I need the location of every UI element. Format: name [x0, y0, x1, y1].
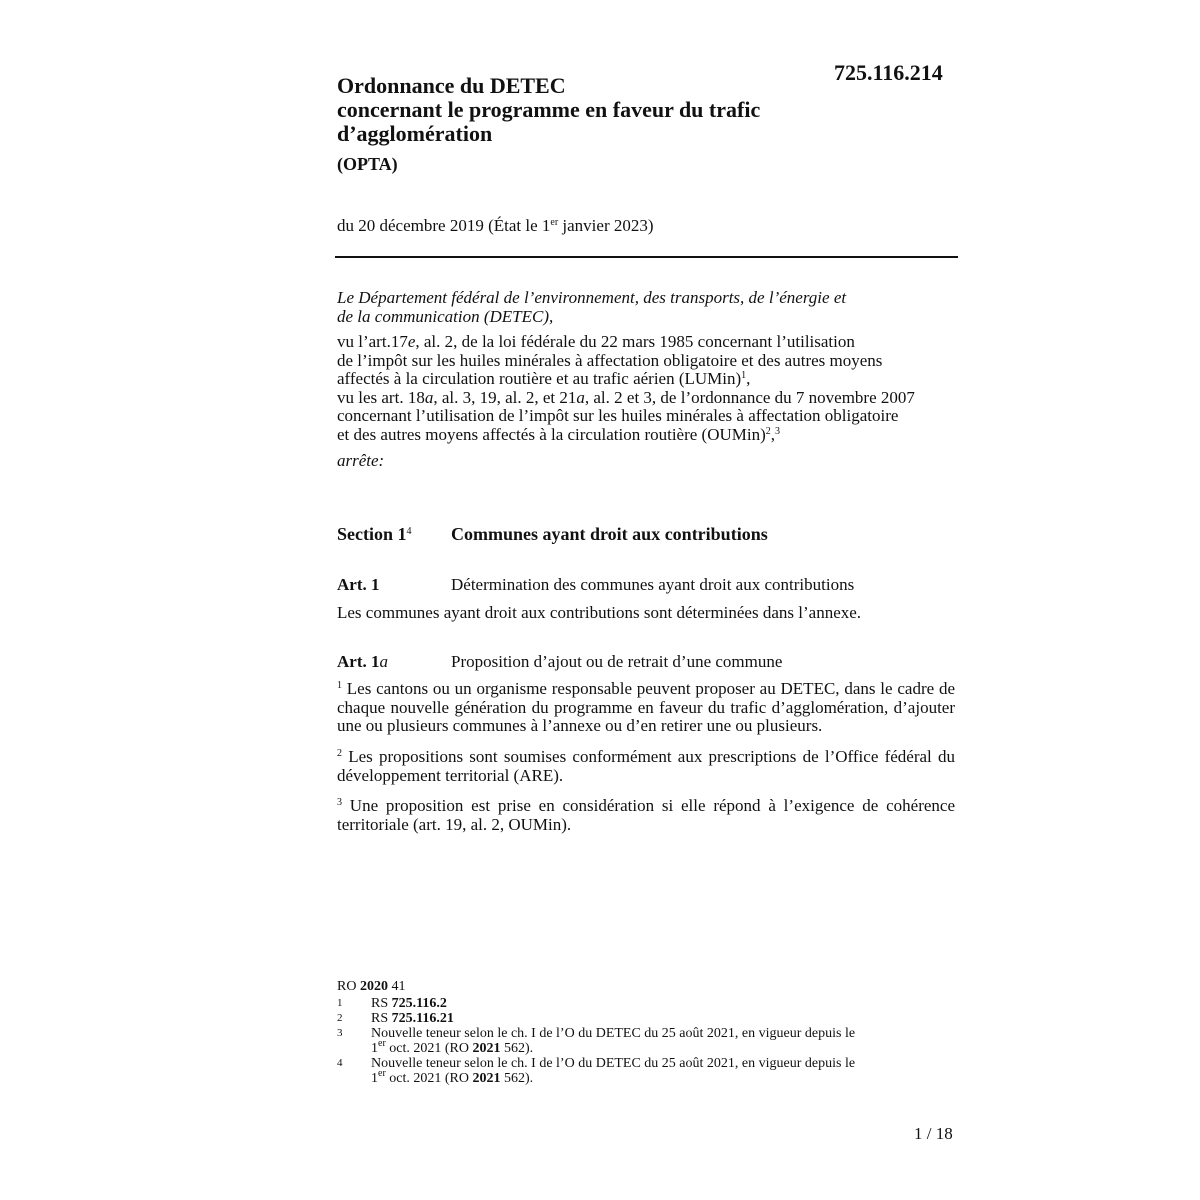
footnote-ref-3[interactable]: 3 — [775, 425, 781, 437]
footnote-ref-1[interactable]: 1 — [741, 370, 747, 381]
art-1a-label-italic: a — [379, 652, 388, 671]
vu1-text-b: , al. 2, de la loi fédérale du 22 mars 1985 concernant l’utilisation — [415, 332, 855, 351]
vu1-line-2: de l’impôt sur les huiles minérales à affectation obligatoire et des autres moyens — [337, 350, 883, 370]
fn3-line-1: Nouvelle teneur selon le ch. I de l’O du DETEC du 25 août 2021, en vigueur depuis le — [371, 1026, 856, 1041]
vu1-text-a: vu l’art.17 — [337, 332, 408, 351]
footnote-number: 4 — [337, 1057, 343, 1069]
ro-post: 41 — [387, 979, 406, 994]
section-label-text: Section 1 — [337, 524, 407, 544]
art-1-title: Détermination des communes ayant droit aux contributions — [451, 575, 855, 594]
intro-line-2: de la communication (DETEC), — [337, 306, 554, 326]
footnote-4 — [337, 1056, 937, 1086]
document-title — [337, 74, 760, 176]
fn4-bold[interactable]: 2021 — [472, 1071, 501, 1086]
paragraph-text: Les cantons ou un organisme responsable peuvent proposer au DETEC, dans le cadre de chaque nouvelle génération du programme en faveur du trafic d’agglomération, d’ajouter une ou plusieurs communes à l’annexe ou d’en retirer une ou plusieurs. — [337, 679, 955, 735]
preamble-intro — [337, 289, 957, 326]
fn3-l2-mid: oct. 2021 (RO — [385, 1041, 473, 1056]
art-1a-title: Proposition d’ajout ou de retrait d’une commune — [451, 652, 783, 671]
ro-reference — [337, 979, 937, 994]
fn3-l2-pre: 1 — [371, 1041, 378, 1056]
section-1-heading — [337, 524, 768, 545]
art-1a-paragraph-3 — [337, 797, 955, 834]
art-1-heading — [337, 575, 854, 595]
fn3-bold[interactable]: 2021 — [472, 1041, 501, 1056]
paragraph-number: 1 — [337, 680, 342, 691]
art-1a-label-text: Art. 1 — [337, 652, 380, 671]
title-divider — [335, 256, 958, 258]
footnote-text — [371, 1056, 855, 1086]
preamble — [337, 289, 957, 471]
vu2-italic-2: a — [576, 387, 585, 407]
title-line-3: d’agglomération — [337, 121, 493, 146]
intro-line-1: Le Département fédéral de l’environnement, des transports, de l’énergie et — [337, 288, 847, 307]
footnote-number: 2 — [337, 1012, 343, 1024]
paragraph-number: 3 — [337, 797, 342, 808]
footnote-2 — [337, 1011, 937, 1026]
vu2-line-2: concernant l’utilisation de l’impôt sur les huiles minérales à affectation obligatoire — [337, 406, 899, 425]
footnote-number: 3 — [337, 1027, 343, 1039]
footnote-3 — [337, 1026, 937, 1056]
fn4-l2-pre: 1 — [371, 1071, 378, 1086]
fn4-line-1: Nouvelle teneur selon le ch. I de l’O du DETEC du 25 août 2021, en vigueur depuis le — [371, 1056, 856, 1071]
art-1-label: Art. 1 — [337, 575, 380, 594]
page-number: 1 / 18 — [914, 1124, 953, 1143]
vu1-italic: e — [407, 332, 416, 351]
vu2-text-b: , al. 3, 19, al. 2, et 21 — [433, 387, 577, 407]
fn4-sup: er — [378, 1068, 386, 1079]
title-short-name: (OPTA) — [337, 154, 398, 174]
section-title: Communes ayant droit aux contributions — [451, 524, 768, 544]
document-date — [337, 216, 654, 236]
title-line-2: concernant le programme en faveur du trafic — [337, 97, 761, 122]
date-text: du 20 décembre 2019 (État le 1 — [337, 216, 551, 235]
preamble-vu-2: vu les art. 18a, al. 3, 19, al. 2, et 21a, al. 2 et 3, de l’ordonnance du 7 novembre 2007 concernant l’utilisation de l’impôt sur les huiles minérales à affectation obligatoire et des autres moyens affectés à la circulation routière (OUMin)$^2$,$^3$ — [337, 387, 915, 444]
ro-year: 2020 — [359, 979, 388, 994]
art-1-text: Les communes ayant droit aux contributions sont déterminées dans l’annexe. — [337, 603, 862, 622]
fn4-l2-post: 562). — [500, 1071, 534, 1086]
footnote-1 — [337, 996, 937, 1011]
vu1-line-3: affectés à la circulation routière et au trafic aérien (LUMin) — [337, 369, 742, 388]
section-label — [337, 524, 451, 545]
date-text-end: janvier 2023) — [558, 216, 654, 235]
fn1-bold[interactable]: 725.116.2 — [391, 996, 447, 1011]
vu2-text-a: vu les art. 18 — [337, 387, 425, 407]
fn3-l2-post: 562). — [500, 1041, 534, 1056]
vu2-line-3: et des autres moyens affectés à la circulation routière (OUMin) — [337, 424, 766, 444]
footnote-text — [371, 996, 447, 1011]
art-1a-label — [337, 652, 451, 672]
paragraph-number: 2 — [337, 748, 342, 759]
fn4-l2-mid: oct. 2021 (RO — [385, 1071, 473, 1086]
footnote-number: 1 — [337, 997, 343, 1009]
art-1a-paragraph-2 — [337, 748, 955, 785]
vu2-italic-1: a — [424, 387, 434, 407]
fn2-bold[interactable]: 725.116.21 — [391, 1011, 454, 1026]
art-1a-paragraph-1 — [337, 680, 955, 736]
ro-pre: RO — [337, 979, 360, 994]
date-sup: er — [550, 217, 559, 228]
fn2-pre: RS — [371, 1011, 392, 1026]
footnote-ref-2[interactable]: 2 — [765, 425, 771, 437]
footnote-text — [371, 1011, 454, 1026]
vu2-text-c: , al. 2 et 3, de l’ordonnance du 7 novembre 2007 — [584, 387, 915, 407]
preamble-arrete: arrête: — [337, 451, 385, 470]
footnote-ref-4[interactable]: 4 — [406, 526, 412, 537]
preamble-vu-1: vu l’art.17e, al. 2, de la loi fédérale du 22 mars 1985 concernant l’utilisation de l’impôt sur les huiles minérales à affectation obligatoire et des autres moyens affectés à la circulation routière et au trafic aérien (LUMin)$^1$, — [337, 332, 883, 388]
paragraph-text: Les propositions sont soumises conformément aux prescriptions de l’Office fédéral du développement territorial (ARE). — [337, 747, 955, 785]
fn3-sup: er — [378, 1038, 386, 1049]
footnotes — [337, 979, 937, 1086]
title-line-1: Ordonnance du DETEC — [337, 73, 566, 98]
paragraph-text: Une proposition est prise en considération si elle répond à l’exigence de cohérence territoriale (art. 19, al. 2, OUMin). — [337, 796, 955, 834]
art-1a-heading — [337, 652, 782, 672]
fn1-pre: RS — [371, 996, 392, 1011]
document-number: 725.116.214 — [834, 60, 943, 85]
footnote-text — [371, 1026, 855, 1056]
